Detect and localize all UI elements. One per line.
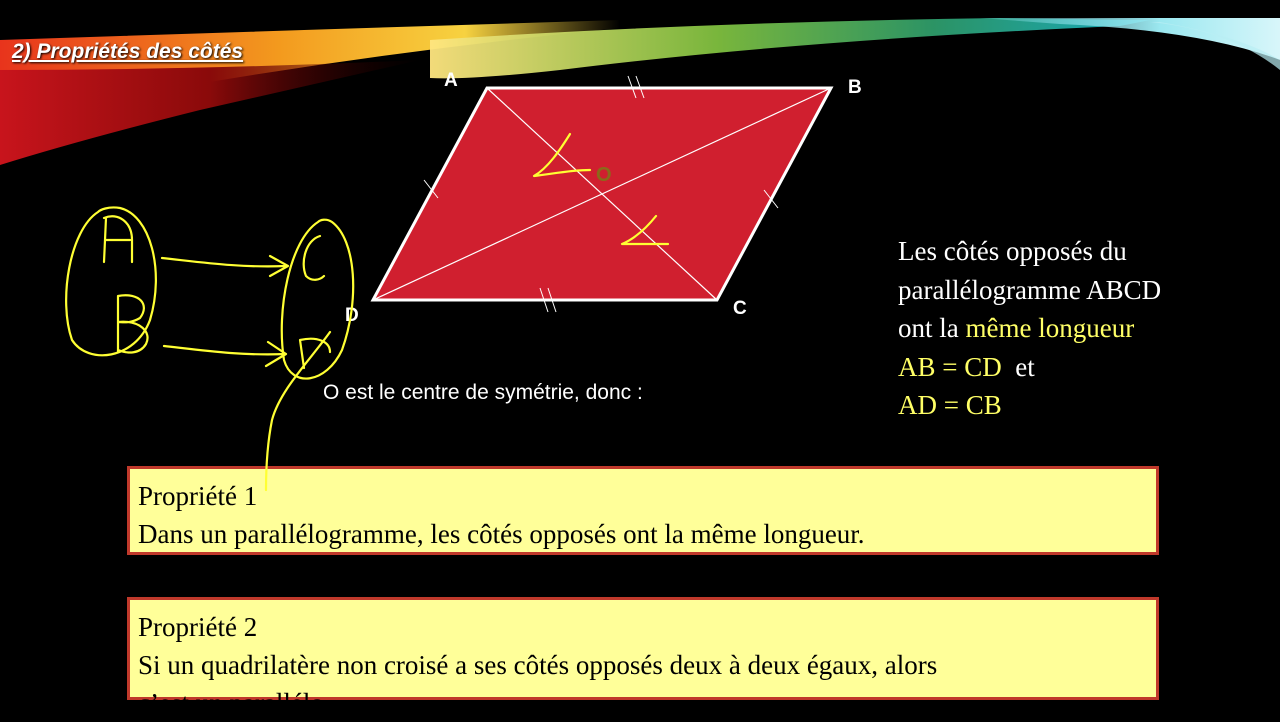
letterbox-bar: [0, 700, 1280, 720]
side-note: [898, 232, 1258, 425]
vertex-label-c: C: [733, 298, 747, 319]
property-1-text: Dans un parallélogramme, les côtés opposés ont la même longueur.: [138, 519, 865, 549]
side-note-highlight: même longueur: [965, 313, 1135, 343]
property-box-1: [127, 466, 1159, 555]
side-note-line-4: [898, 348, 1258, 387]
side-note-et: et: [1015, 351, 1035, 382]
side-note-line-2: parallélogramme ABCD: [898, 274, 1162, 305]
vertex-label-b: B: [848, 77, 862, 98]
side-note-line-1: Les côtés opposés du: [898, 236, 1127, 266]
center-of-symmetry-note: O est le centre de symétrie, donc :: [323, 381, 643, 404]
center-label-o: O: [596, 164, 612, 186]
equation-ad-cb: AD = CB: [898, 390, 1002, 420]
property-box-2: [127, 597, 1159, 700]
vertex-label-a: A: [444, 70, 458, 91]
vertex-label-d: D: [345, 305, 359, 326]
side-note-line-3: [898, 309, 1258, 348]
property-2-title: Propriété 2: [138, 612, 258, 642]
equation-ab-cd: AB = CD: [898, 351, 1002, 382]
property-1-title: Propriété 1: [138, 481, 258, 511]
side-note-line-3-prefix: ont la: [898, 313, 966, 343]
property-2-text: Si un quadrilatère non croisé a ses côtés opposés deux à deux égaux, alors: [138, 650, 938, 680]
section-title: 2) Propriétés des côtés: [12, 40, 244, 63]
